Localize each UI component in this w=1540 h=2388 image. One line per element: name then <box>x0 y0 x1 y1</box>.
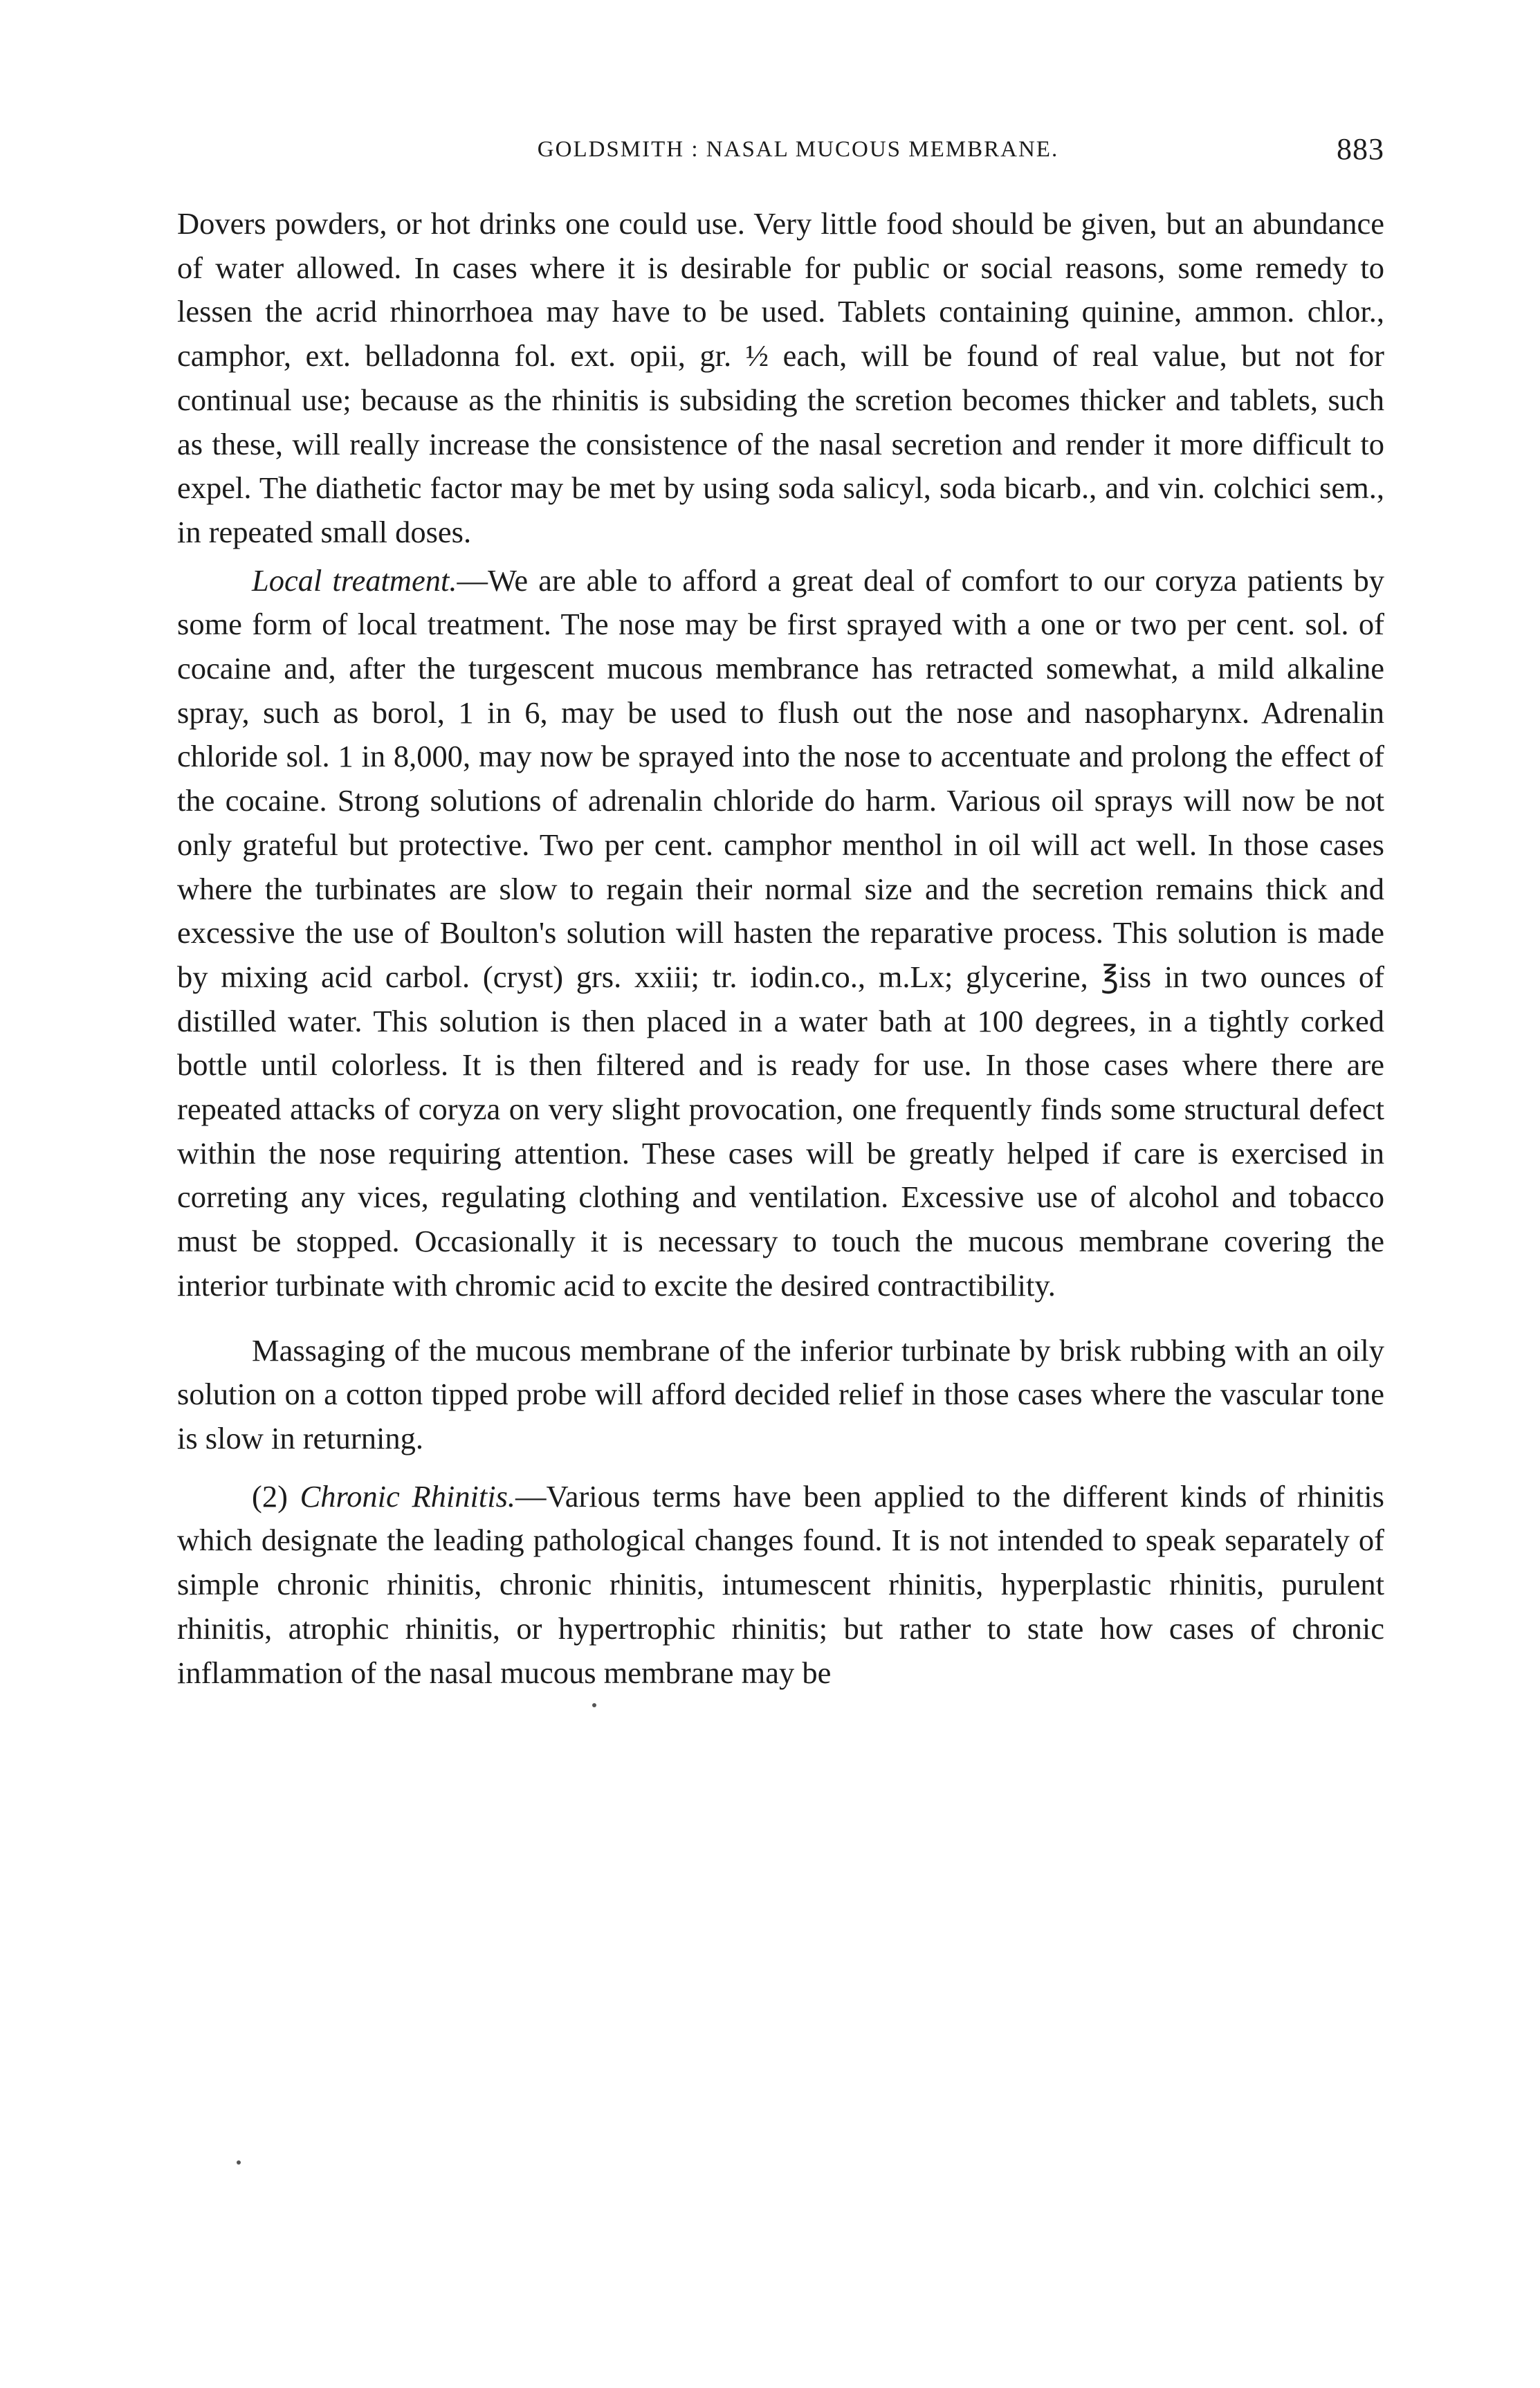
document-page <box>177 125 1384 2331</box>
chronic-rhinitis-text: —Various terms have been applied to the different kinds of rhinitis which designate the leading pathological changes found. It is not intended to speak separately of simple chronic rhinitis, chronic rhinitis, intumescent rhinitis, hyperplastic rhinitis, purulent rhinitis, atrophic rhinitis, or hypertrophic rhinitis; but rather to state how cases of chronic inflammation of the nasal mucous membrane may be <box>177 1478 1384 1690</box>
local-treatment-heading: Local treatment. <box>252 562 457 598</box>
paragraph-massaging: Massaging of the mucous membrane of the inferior turbinate by brisk rubbing with an oily solution on a cotton tipped probe will afford decided relief in those cases where the vascular tone is slow in returning. <box>177 1332 1384 1455</box>
section-number: (2) <box>252 1478 288 1514</box>
running-head <box>177 125 1384 174</box>
body-text <box>177 202 1384 1695</box>
page-number: 883 <box>1337 132 1384 166</box>
paragraph-continuation: Dovers powders, or hot drinks one could use. Very little food should be given, but an abundance of water allowed. In cases where it is desirable for public or social reasons, some remedy to lessen the acrid rhinorrhoea may have to be used. Tablets containing quinine, ammon. chlor., camphor, ext. belladonna fol. ext. opii, gr. ½ each, will be found of real value, but not for continual use; because as the rhinitis is subsiding the scretion becomes thicker and tablets, such as these, will really increase the consistence of the nasal secretion and render it more difficult to expel. The diathetic factor may be met by using soda salicyl, soda bicarb., and vin. colchici sem., in repeated small doses. <box>177 206 1384 549</box>
running-title: GOLDSMITH : NASAL MUCOUS MEMBRANE. <box>537 137 1059 162</box>
paragraph-local-treatment <box>177 559 1384 1308</box>
stray-ink-dot <box>237 2160 241 2165</box>
local-treatment-text: —We are able to afford a great deal of comfort to our coryza patients by some form of local treatment. The nose may be first sprayed with a one or two per cent. sol. of cocaine and, after the turgescent mucous membrance has retracted somewhat, a mild alkaline spray, such as borol, 1 in 6, may be used to flush out the nose and nasopharynx. Adrenalin chloride sol. 1 in 8,000, may now be sprayed into the nose to accentuate and prolong the effect of the cocaine. Strong solutions of adrenalin chloride do harm. Various oil sprays will now be not only grateful but protective. Two per cent. camphor menthol in oil will act well. In those cases where the turbinates are slow to regain their normal size and the secretion remains thick and excessive the use of Boulton's solution will hasten the reparative process. This solution is made by mixing acid carbol. (cryst) grs. xxiii; tr. iodin.co., m.Lx; glycerine, ℥iss in two ounces of distilled water. This solution is then placed in a water bath at 100 degrees, in a tightly corked bottle until colorless. It is then filtered and is ready for use. In those cases where there are repeated attacks of coryza on very slight provocation, one frequently finds some structural defect within the nose requiring attention. These cases will be greatly helped if care is exercised in correting any vices, regulating clothing and ventilation. Excessive use of alcohol and tobacco must be stopped. Occasionally it is necessary to touch the mucous membrane covering the interior turbinate with chromic acid to excite the desired contractibility. <box>177 562 1385 1303</box>
stray-ink-dot <box>592 1703 596 1707</box>
paragraph-chronic-rhinitis <box>177 1475 1384 1696</box>
chronic-rhinitis-heading: Chronic Rhinitis. <box>300 1478 516 1514</box>
